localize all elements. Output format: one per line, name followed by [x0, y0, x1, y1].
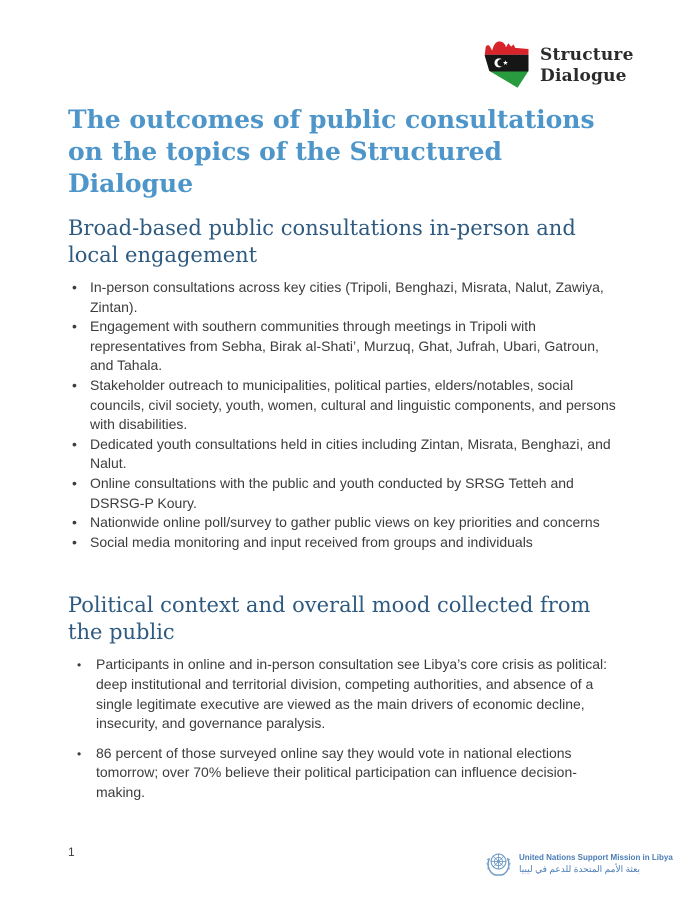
unsmil-name-english: United Nations Support Mission in Libya — [519, 852, 673, 862]
list-item: • Dedicated youth consultations held in cities including Zintan, Misrata, Benghazi, and Nalut. — [68, 435, 622, 474]
section-heading-consultations: Broad-based public consultations in-person and local engagement — [68, 216, 576, 267]
section-heading-political-context: Political context and overall mood collected from the public — [68, 593, 591, 645]
list-item: • Participants in online and in-person consultation see Libya’s core crisis as political: deep institutional and territorial division, competing authorities, and absence of a single legitimate executive are viewed as the main drivers of economic decline, insecurity, and governance paralysis. — [68, 655, 622, 733]
document-content — [68, 0, 622, 812]
logo-word-structure: Structure — [540, 45, 634, 65]
unsmil-footer-text — [519, 853, 673, 875]
unsmil-name-arabic: بعثة الأمم المتحدة للدعم في ليبيا — [519, 863, 640, 874]
page-title: The outcomes of public consultations on the topics of the Structured Dialogue — [68, 105, 595, 198]
list-item: • 86 percent of those surveyed online say they would vote in national elections tomorrow; over 70% believe their political participation can influence decision-making. — [68, 744, 622, 803]
un-emblem-icon — [484, 849, 513, 878]
political-context-bullet-list — [68, 655, 622, 802]
logo-word-dialogue: Dialogue — [540, 66, 627, 86]
page-number: 1 — [68, 845, 75, 859]
consultations-bullet-list — [68, 278, 622, 552]
list-item: • Stakeholder outreach to municipalities, political parties, elders/notables, social councils, civil society, youth, women, cultural and linguistic components, and persons with disabilities. — [68, 376, 622, 435]
list-item: • Engagement with southern communities through meetings in Tripoli with representatives from Sebha, Birak al-Shati’, Murzuq, Ghat, Jufrah, Ubari, Gatroun, and Tahala. — [68, 317, 622, 376]
list-item: • Nationwide online poll/survey to gather public views on key priorities and concerns — [68, 513, 622, 533]
list-item: • In-person consultations across key cities (Tripoli, Benghazi, Misrata, Nalut, Zawiya, Zintan). — [68, 278, 622, 317]
unsmil-footer-logo — [484, 849, 673, 878]
list-item: • Online consultations with the public and youth conducted by SRSG Tetteh and DSRSG-P Koury. — [68, 474, 622, 513]
list-item: • Social media monitoring and input received from groups and individuals — [68, 533, 622, 553]
